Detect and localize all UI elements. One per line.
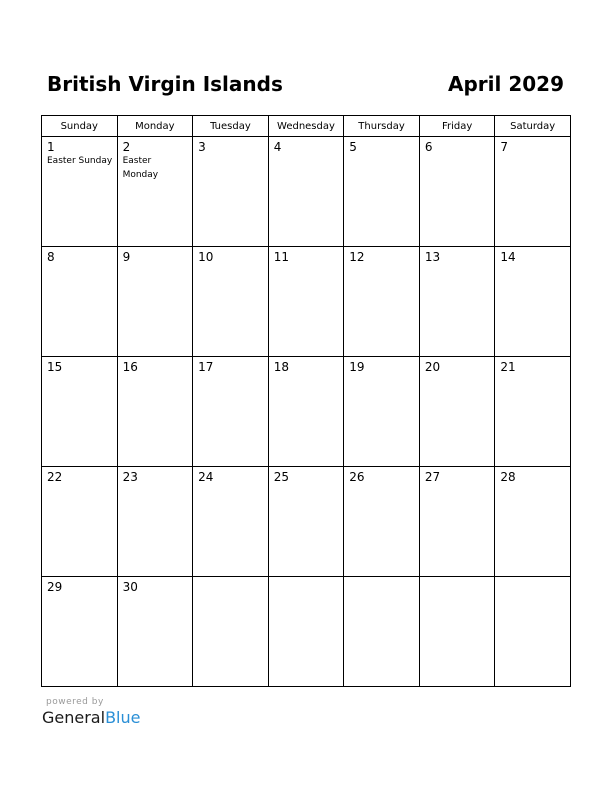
day-number: 19 — [349, 360, 365, 374]
calendar-week-row — [42, 357, 571, 467]
weekday-header: Tuesday — [193, 116, 269, 137]
day-number: 18 — [273, 360, 289, 374]
calendar-week-row — [42, 577, 571, 687]
day-number — [269, 577, 344, 580]
day-number: 16 — [122, 360, 138, 374]
calendar-day-cell — [42, 247, 118, 357]
calendar-day-cell — [268, 247, 344, 357]
day-number: 8 — [47, 250, 55, 264]
powered-by-label: powered by — [46, 697, 104, 707]
calendar-day-cell — [193, 137, 269, 247]
day-number: 14 — [500, 250, 516, 264]
day-number: 7 — [500, 140, 509, 154]
day-number: 15 — [47, 360, 63, 374]
day-number: 10 — [198, 250, 214, 264]
calendar-country-title: British Virgin Islands — [47, 72, 283, 96]
day-number: 29 — [47, 580, 63, 594]
calendar-day-cell — [419, 577, 495, 687]
day-number: 23 — [122, 470, 138, 484]
day-number: 2 — [122, 140, 131, 154]
day-number: 21 — [500, 360, 516, 374]
day-number: 30 — [122, 580, 138, 594]
day-number: 17 — [198, 360, 214, 374]
calendar-day-cell — [42, 357, 118, 467]
calendar-day-cell — [495, 137, 571, 247]
calendar-day-cell — [344, 467, 420, 577]
day-number: 9 — [122, 250, 131, 264]
calendar-day-cell — [117, 137, 193, 247]
calendar-day-cell — [268, 137, 344, 247]
day-number: 26 — [349, 470, 365, 484]
calendar-day-cell — [495, 247, 571, 357]
calendar-day-cell — [344, 577, 420, 687]
calendar-day-cell — [117, 357, 193, 467]
day-number: 1 — [47, 140, 55, 154]
calendar-grid — [41, 115, 571, 687]
day-number: 28 — [500, 470, 516, 484]
logo-text-general: General — [42, 708, 106, 727]
holiday-label: Easter Monday — [122, 156, 159, 180]
generalblue-logo[interactable] — [42, 708, 140, 728]
calendar-day-cell — [344, 247, 420, 357]
calendar-day-cell — [268, 357, 344, 467]
calendar-day-cell — [268, 577, 344, 687]
day-number — [420, 577, 495, 580]
day-number: 24 — [198, 470, 214, 484]
weekday-header-row — [42, 116, 571, 137]
calendar-month-title: April 2029 — [448, 72, 564, 96]
calendar-day-cell — [117, 247, 193, 357]
day-number: 27 — [424, 470, 441, 484]
calendar-day-cell — [495, 357, 571, 467]
calendar-day-cell — [268, 467, 344, 577]
holiday-label: Easter Sunday — [47, 156, 113, 166]
weekday-header: Monday — [117, 116, 193, 137]
calendar-day-cell — [42, 467, 118, 577]
calendar-weeks — [42, 137, 571, 687]
calendar-week-row — [42, 137, 571, 247]
calendar-day-cell — [193, 577, 269, 687]
logo-text-blue: Blue — [105, 708, 141, 727]
calendar-day-cell — [193, 357, 269, 467]
calendar-day-cell — [344, 357, 420, 467]
day-number: 12 — [349, 250, 365, 264]
calendar-day-cell — [419, 467, 495, 577]
weekday-header: Wednesday — [268, 116, 344, 137]
calendar-day-cell — [117, 577, 193, 687]
weekday-header: Saturday — [495, 116, 571, 137]
calendar-day-cell — [193, 467, 269, 577]
day-number: 25 — [273, 470, 289, 484]
calendar-day-cell — [117, 467, 193, 577]
day-number: 22 — [47, 470, 63, 484]
calendar-day-cell — [419, 247, 495, 357]
day-number: 20 — [424, 360, 441, 374]
weekday-header: Sunday — [42, 116, 118, 137]
day-number: 6 — [424, 140, 433, 154]
day-number: 4 — [273, 140, 282, 154]
calendar-week-row — [42, 247, 571, 357]
day-number: 5 — [349, 140, 357, 154]
day-number — [193, 577, 268, 580]
day-number: 3 — [198, 140, 206, 154]
day-number: 13 — [424, 250, 441, 264]
day-number — [344, 577, 419, 580]
calendar-day-cell — [495, 467, 571, 577]
calendar-day-cell — [419, 137, 495, 247]
calendar-day-cell — [495, 577, 571, 687]
day-number — [495, 577, 570, 580]
calendar-day-cell — [42, 577, 118, 687]
day-number: 11 — [273, 250, 289, 264]
calendar-day-cell — [344, 137, 420, 247]
calendar-day-cell — [193, 247, 269, 357]
weekday-header: Friday — [419, 116, 495, 137]
calendar-week-row — [42, 467, 571, 577]
calendar-day-cell — [419, 357, 495, 467]
calendar-day-cell — [42, 137, 118, 247]
weekday-header: Thursday — [344, 116, 420, 137]
